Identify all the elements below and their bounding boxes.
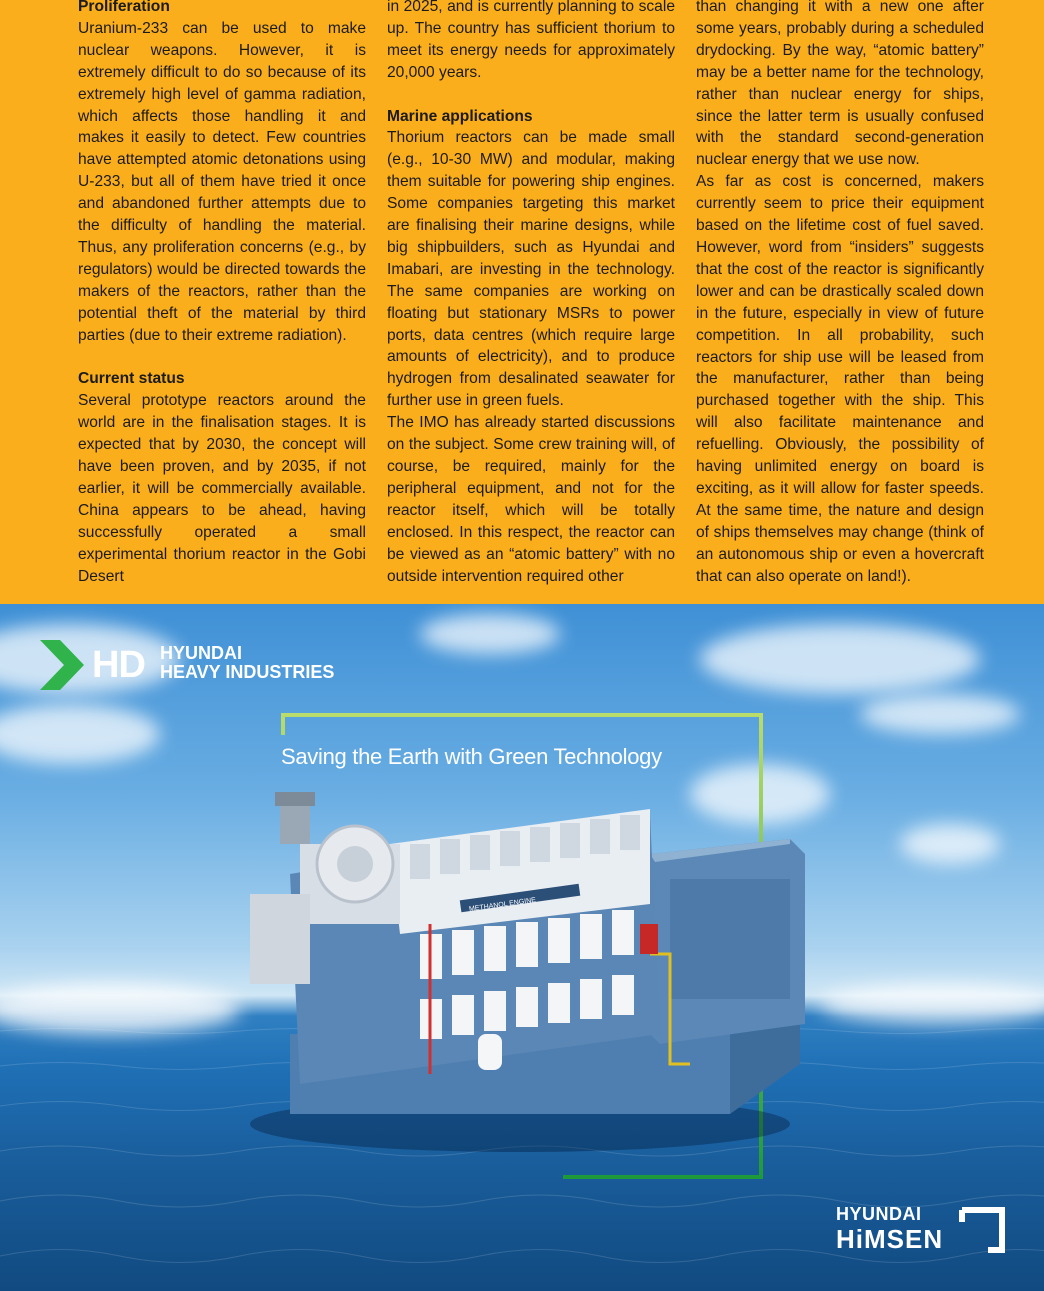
hd-logo-wordmark bbox=[160, 644, 334, 682]
cloud-decoration bbox=[860, 694, 1020, 734]
cloud-decoration bbox=[0, 704, 160, 764]
cloud-decoration bbox=[420, 614, 560, 654]
hyundai-advertisement bbox=[0, 604, 1044, 1291]
himsen-bracket-icon bbox=[958, 1206, 1008, 1254]
ad-tagline: Saving the Earth with Green Technology bbox=[281, 744, 662, 769]
marine-engine-illustration bbox=[230, 784, 810, 1164]
article-column-3 bbox=[696, 0, 984, 587]
engine-badge-label: METHANOL ENGINE bbox=[468, 896, 537, 914]
himsen-logo-brand: HYUNDAI bbox=[836, 1204, 922, 1224]
cloud-decoration bbox=[700, 624, 980, 694]
paragraph-proliferation: Uranium-233 can be used to make nuclear weapons. However, it is extremely difficult to do so because of its extremely high level of gamma radiation, which affects those handling it and makes it easily to detect. Few countries have attempted atomic detonations using U-233, but all of them have tried it once and abandoned further attempts due to the difficulty of handling the material. Thus, any proliferation concerns (e.g., by regulators) would be directed towards the makers of the reactors, rather than the potential theft of the material by third parties (due to their extreme radiation). bbox=[78, 19, 366, 344]
hd-logo-mark: HD bbox=[92, 644, 145, 686]
hd-logo-line-2: HEAVY INDUSTRIES bbox=[160, 662, 335, 682]
heading-proliferation: Proliferation bbox=[78, 0, 170, 15]
hd-chevron-icon bbox=[40, 640, 84, 690]
heading-current-status: Current status bbox=[78, 370, 185, 388]
article-column-2 bbox=[387, 0, 675, 587]
paragraph-cost: As far as cost is concerned, makers currently seem to price their equipment based on the lifetime cost of fuel saved. However, word from “insiders” suggests that the cost of the reactor is significantly lower and can be drastically scaled down in the future, especially in view of future competition. In all probability, such reactors for ship use will be leased from the manufacturer, rather than being purchased together with the ship. This will also facilitate maintenance and refuelling. Obviously, the possibility of having unlimited energy on board is exciting, as it will allow for faster speeds. At the same time, the nature and design of ships themselves may change (think of an autonomous ship or even a hovercraft that can also operate on land!). bbox=[696, 173, 984, 585]
article-section bbox=[0, 0, 1044, 604]
paragraph-atomic-battery: than changing it with a new one after some years, probably during a scheduled drydocking. By the way, “atomic battery” may be a better name for the technology, rather than nuclear energy for ships, since the latter term is usually confused with the standard second-generation nuclear energy that we use now. bbox=[696, 0, 984, 169]
paragraph-current-status: Several prototype reactors around the world are in the finalisation stages. It is expected that by 2030, the concept will have been proven, and by 2035, if not earlier, it will be commercially available. China appears to be ahead, having successfully operated a small experimental thorium reactor in the Gobi Desert bbox=[78, 392, 366, 585]
hd-logo-line-1: HYUNDAI bbox=[160, 643, 243, 663]
cloud-decoration bbox=[900, 824, 1000, 864]
hyundai-himsen-logo bbox=[836, 1204, 1016, 1260]
himsen-logo-wordmark: HiMSEN bbox=[836, 1224, 944, 1254]
paragraph-marine-1: Thorium reactors can be made small (e.g., 10-30 MW) and modular, making them suitable for powering ship engines. Some companies targeting this market are finalising their marine designs, while big shipbuilders, such as Hyundai and Imabari, are investing in the technology. The same companies are working on floating but stationary MSRs to power ports, data centres (which require large amounts of electricity), and to produce hydrogen from desalinated seawater for further use in green fuels. bbox=[387, 129, 675, 410]
paragraph-continued: in 2025, and is currently planning to scale up. The country has sufficient thorium to meet its energy needs for approximately 20,000 years. bbox=[387, 0, 675, 81]
paragraph-marine-2: The IMO has already started discussions on the subject. Some crew training will, of course, be required, mainly for the peripheral equipment, and not for the reactor itself, which will be totally enclosed. In this respect, the reactor can be viewed as an “atomic battery” with no outside intervention required other bbox=[387, 414, 675, 585]
hd-hyundai-logo bbox=[40, 640, 340, 690]
article-column-1 bbox=[78, 0, 366, 587]
heading-marine-applications: Marine applications bbox=[387, 107, 533, 125]
